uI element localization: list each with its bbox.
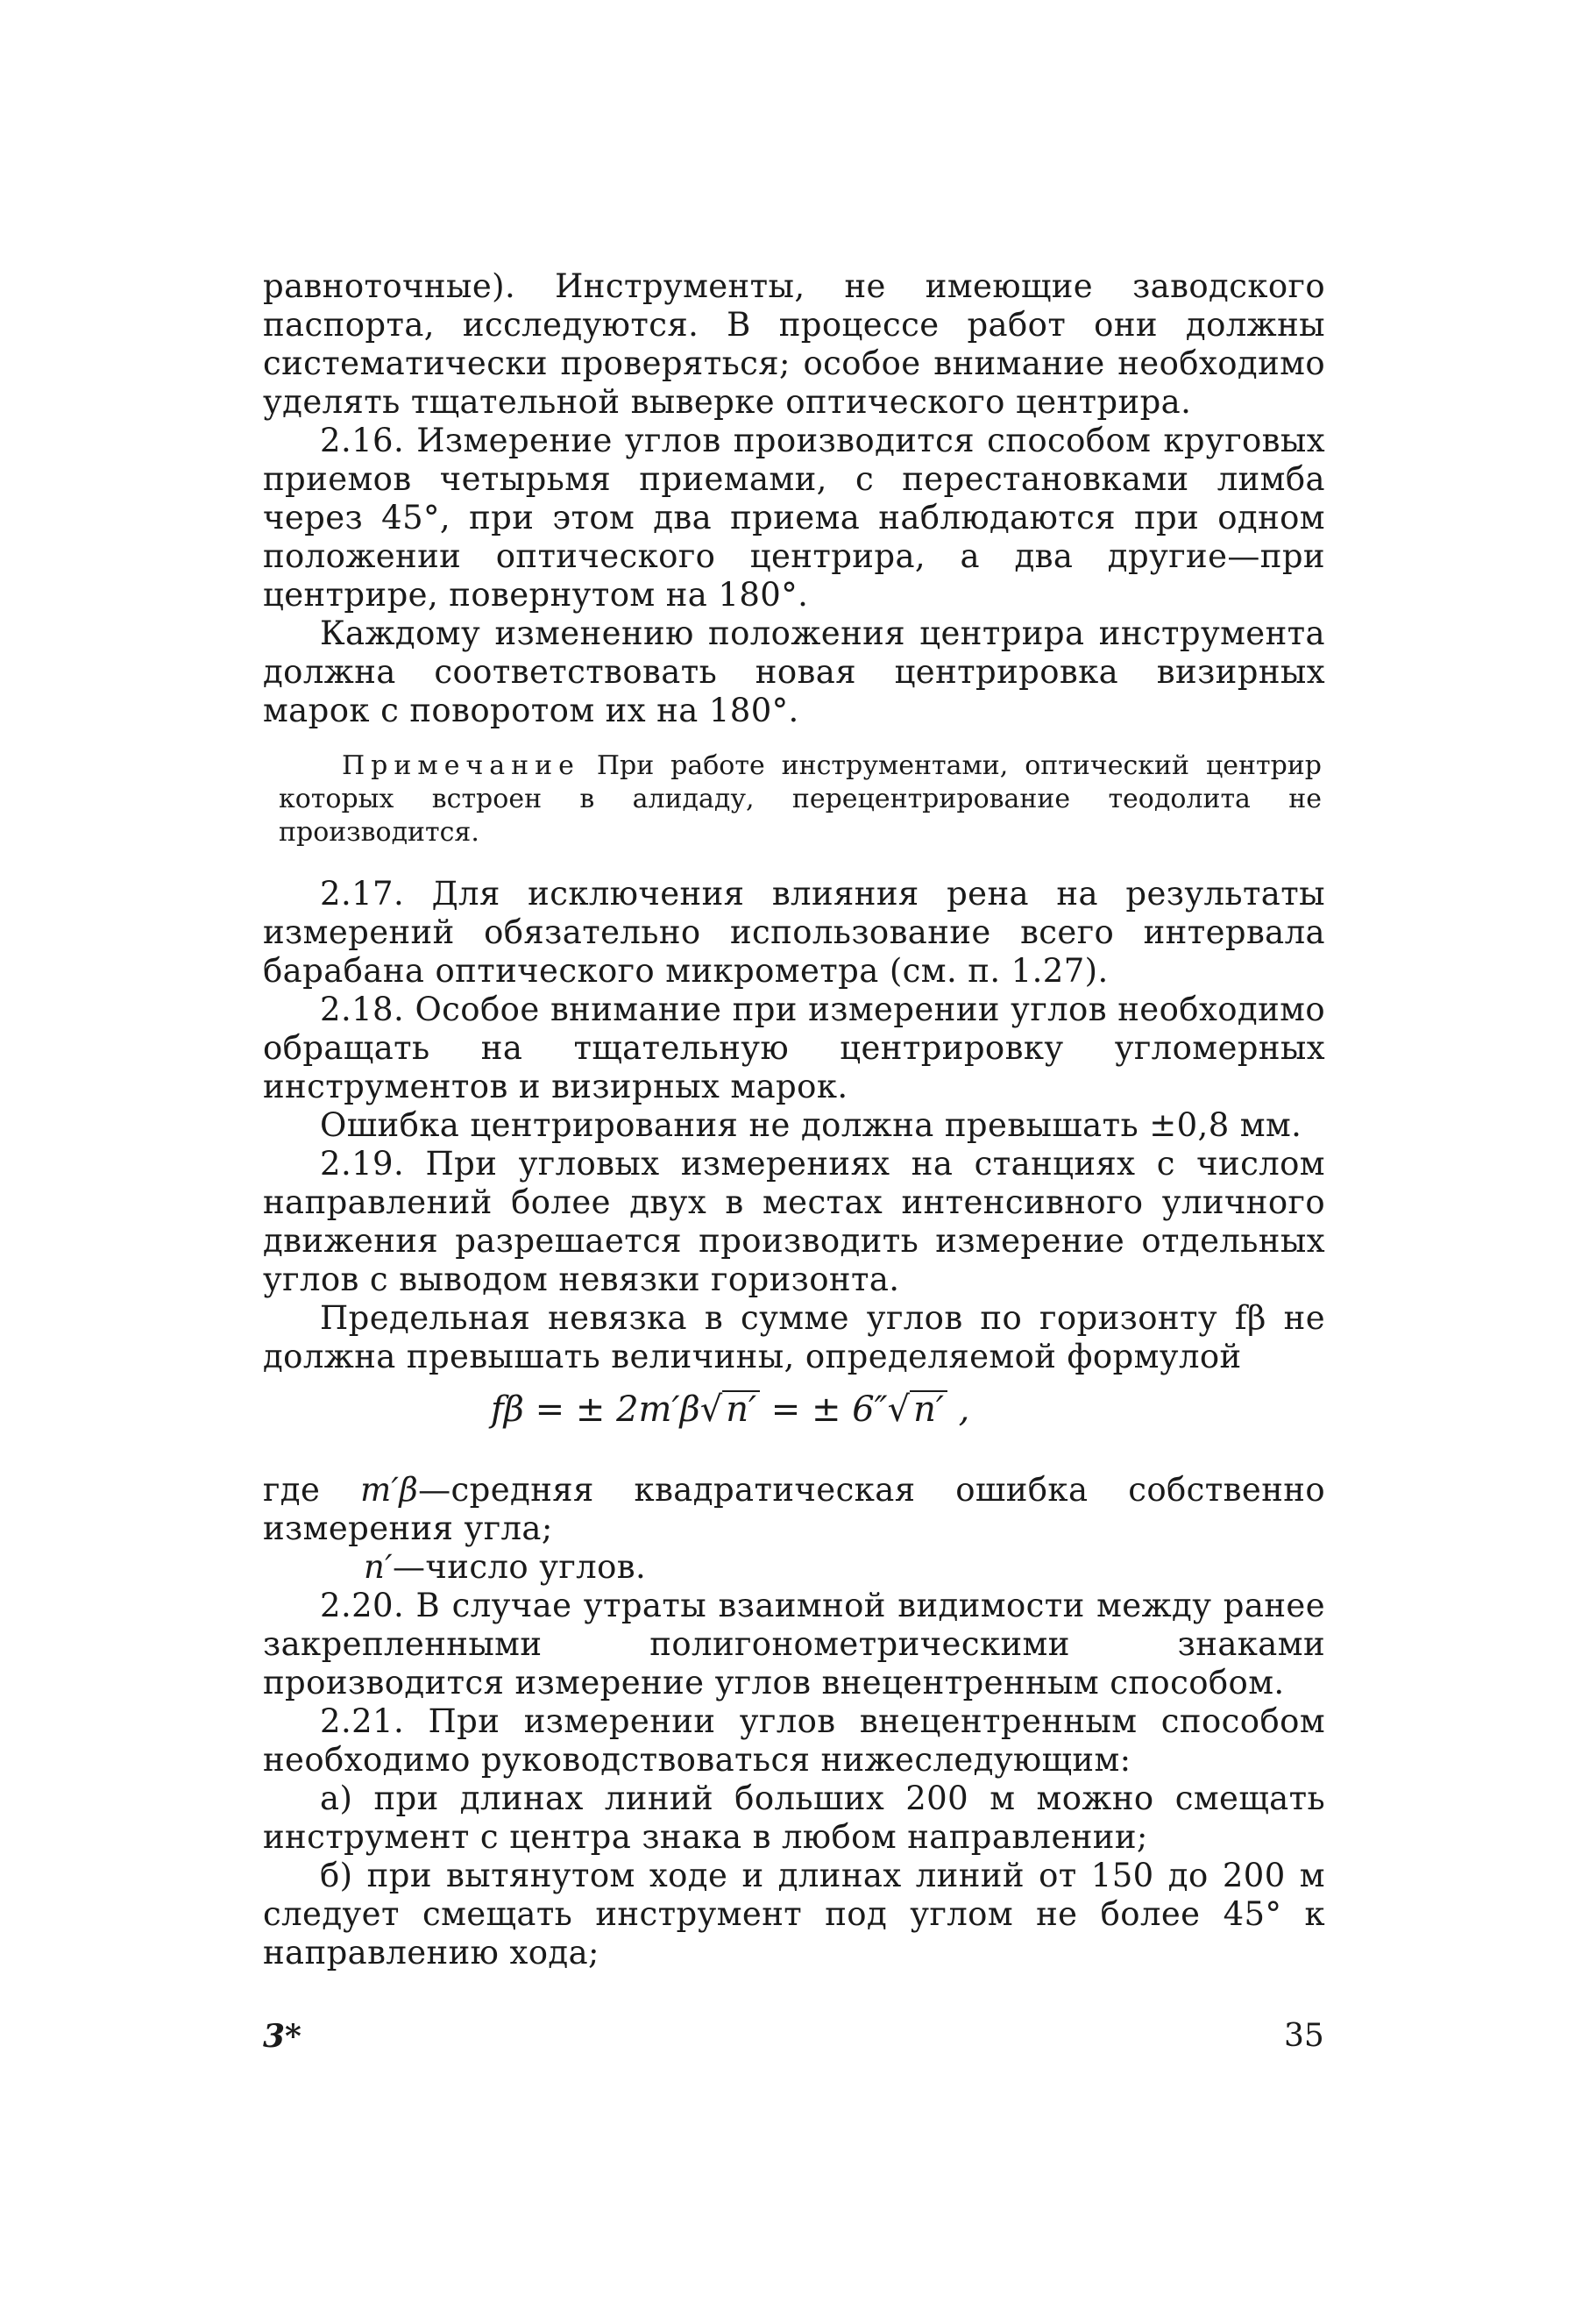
where-prefix: где (263, 1471, 321, 1509)
formula-sqrt-2: n′ (910, 1390, 947, 1427)
where-desc-1: —средняя квадратическая ошибка собственно измерения угла; (263, 1471, 1325, 1547)
text-block-bottom (263, 1471, 1325, 1972)
paragraph: Каждому изменению положения центрира инструмента должна соответствовать новая центрировка визирных марок с поворотом их на 180°. (263, 615, 1325, 729)
paragraph-2-17: 2.17. Для исключения влияния рена на результаты измерений обязательно использование всего интервала барабана оптического микрометра (см. п. 1.27). (263, 875, 1325, 990)
formula-sqrt-1: n′ (722, 1390, 760, 1427)
where-line-1 (263, 1471, 1325, 1548)
list-item-b: б) при вытянутом ходе и длинах линий от 150 до 200 м следует смещать инструмент под углом не более 45° к направлению хода; (263, 1857, 1325, 1972)
page-number: 35 (1284, 2018, 1324, 2054)
paragraph-2-16: 2.16. Измерение углов производится способом круговых приемов четырьмя приемами, с перестановками лимба через 45°, при этом два приема наблюдаются при одном положении оптического центрира, а два другие—при центрире, повернутом на 180°. (263, 422, 1325, 614)
note-text: При работе инструментами, оптический центрир которых встроен в алидаду, перецентрирование теодолита не производится. (279, 750, 1322, 848)
formula-mid: = ± 6″ (760, 1389, 888, 1430)
note (279, 750, 1322, 849)
paragraph-2-20: 2.20. В случае утраты взаимной видимости между ранее закрепленными полигонометрическими знаками производится измерение углов внецентренным способом. (263, 1587, 1325, 1702)
formula-tail: , (947, 1389, 970, 1430)
paragraph-2-19: 2.19. При угловых измерениях на станциях с числом направлений более двух в местах интенсивного уличного движения разрешается производить измерение отдельных углов с выводом невязки горизонта. (263, 1145, 1325, 1298)
where-term-2: n′ (364, 1548, 394, 1586)
sqrt-sign: √ (699, 1389, 723, 1430)
paragraph-2-18: 2.18. Особое внимание при измерении углов необходимо обращать на тщательную центрировку угломерных инструментов и визирных марок. (263, 991, 1325, 1105)
where-line-2 (263, 1548, 1325, 1587)
formula (491, 1389, 969, 1430)
paragraph: Ошибка центрирования не должна превышать ±0,8 мм. (320, 1106, 1302, 1144)
signature-mark: 3* (263, 2018, 301, 2055)
paragraph: Предельная невязка в сумме углов по горизонту fβ не должна превышать величины, определяемой формулой (263, 1299, 1325, 1375)
text-block-top (263, 267, 1325, 730)
text-block-middle (263, 875, 1325, 1376)
sqrt-sign: √ (887, 1389, 911, 1430)
where-term-1: m′β (360, 1471, 419, 1509)
list-item-a: а) при длинах линий больших 200 м можно смещать инструмент с центра знака в любом направлении; (263, 1780, 1325, 1856)
where-desc-2: —число углов. (393, 1548, 647, 1586)
paragraph: равноточные). Инструменты, не имеющие заводского паспорта, исследуются. В процессе работ они должны систематически проверяться; особое внимание необходимо уделять тщательной выверке оптического центрира. (263, 267, 1325, 421)
formula-lhs: fβ = ± 2m′β (491, 1389, 700, 1430)
paragraph-2-21: 2.21. При измерении углов внецентренным способом необходимо руководствоваться нижеследующим: (263, 1702, 1325, 1779)
note-label: Примечание (342, 750, 580, 781)
